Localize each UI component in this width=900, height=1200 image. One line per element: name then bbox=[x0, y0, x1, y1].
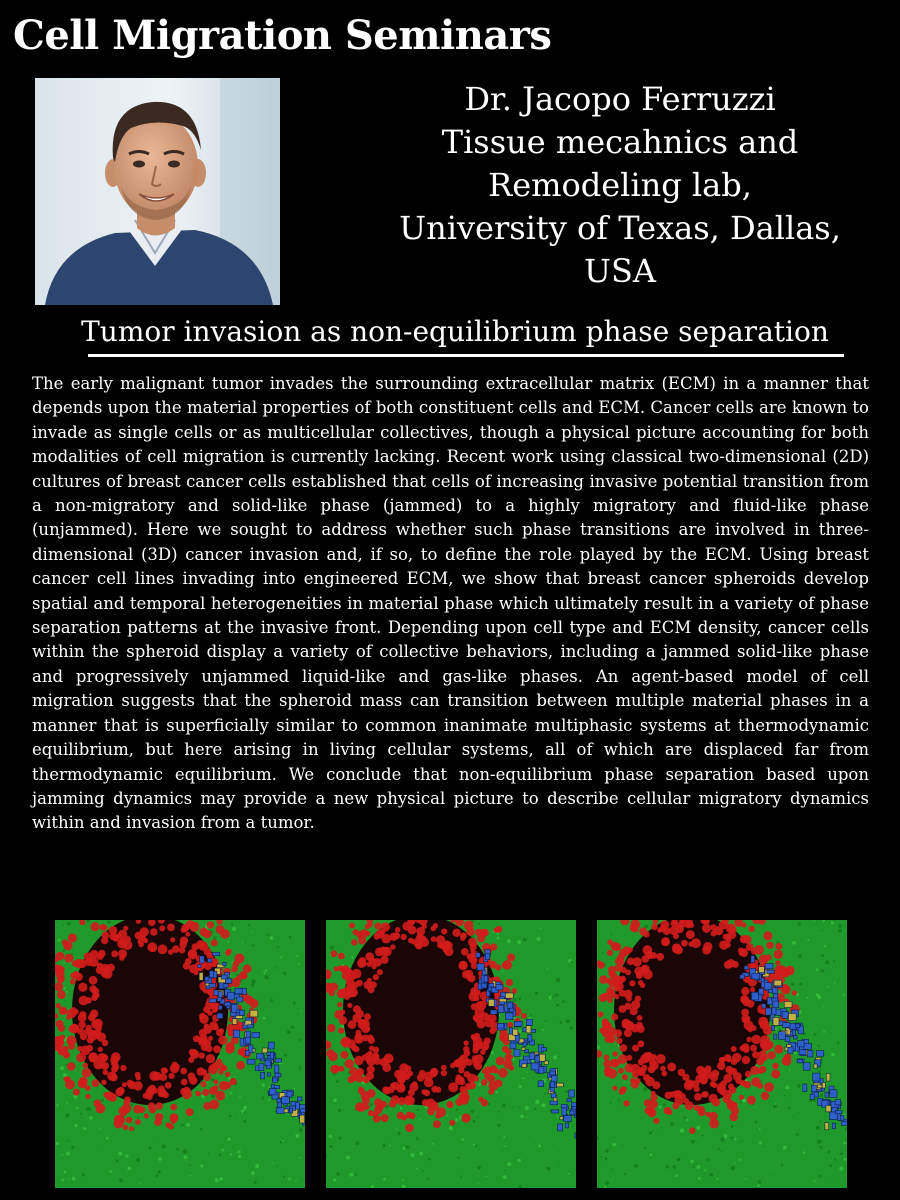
affiliation-line: University of Texas, Dallas, bbox=[399, 209, 841, 247]
talk-title: Tumor invasion as non-equilibrium phase separation bbox=[81, 315, 829, 348]
tumor-micrograph bbox=[326, 920, 576, 1188]
affiliation-line: Tissue mecahnics and bbox=[441, 123, 799, 161]
tumor-spheroid-micrograph bbox=[597, 920, 847, 1188]
tumor-micrograph bbox=[55, 920, 305, 1188]
speaker-info bbox=[340, 78, 900, 293]
tumor-spheroid-micrograph bbox=[326, 920, 576, 1188]
tumor-spheroid-micrograph bbox=[55, 920, 305, 1188]
speaker-portrait bbox=[35, 78, 280, 305]
affiliation-line: Remodeling lab, bbox=[488, 166, 752, 204]
speaker-portrait-photo bbox=[35, 78, 280, 305]
abstract-text: The early malignant tumor invades the surrounding extracellular matrix (ECM) in a manner that depends upon the material properties of both constituent cells and ECM. Cancer cells are known to invade as single cells or as multicellular collectives, though a physical picture accounting for both modalities of cell migration is currently lacking. Recent work using classical two-dimensional (2D) cultures of breast cancer cells established that cells of increasing invasive potential transition from a non-migratory and solid-like phase (jammed) to a highly migratory and fluid-like phase (unjammed). Here we sought to address whether such phase transitions are involved in three-dimensional (3D) cancer invasion and, if so, to define the role played by the ECM. Using breast cancer cell lines invading into engineered ECM, we show that breast cancer spheroids develop spatial and temporal heterogeneities in material phase which ultimately result in a variety of phase separation patterns at the invasive front. Depending upon cell type and ECM density, cancer cells within the spheroid display a variety of collective behaviors, including a jammed solid-like phase and progressively unjammed liquid-like and gas-like phases. An agent-based model of cell migration suggests that the spheroid mass can transition between multiple material phases in a manner that is superficially similar to common inanimate multiphasic systems at thermodynamic equilibrium, but here arising in living cellular systems, all of which are displaced far from thermodynamic equilibrium. We conclude that non-equilibrium phase separation based upon jamming dynamics may provide a new physical picture to describe cellular migratory dynamics within and invasion from a tumor. bbox=[32, 374, 869, 833]
tumor-micrograph bbox=[597, 920, 847, 1188]
series-title: Cell Migration Seminars bbox=[13, 12, 552, 59]
title-underline bbox=[88, 354, 844, 357]
affiliation-line: USA bbox=[584, 252, 656, 290]
speaker-name: Dr. Jacopo Ferruzzi bbox=[464, 80, 776, 118]
